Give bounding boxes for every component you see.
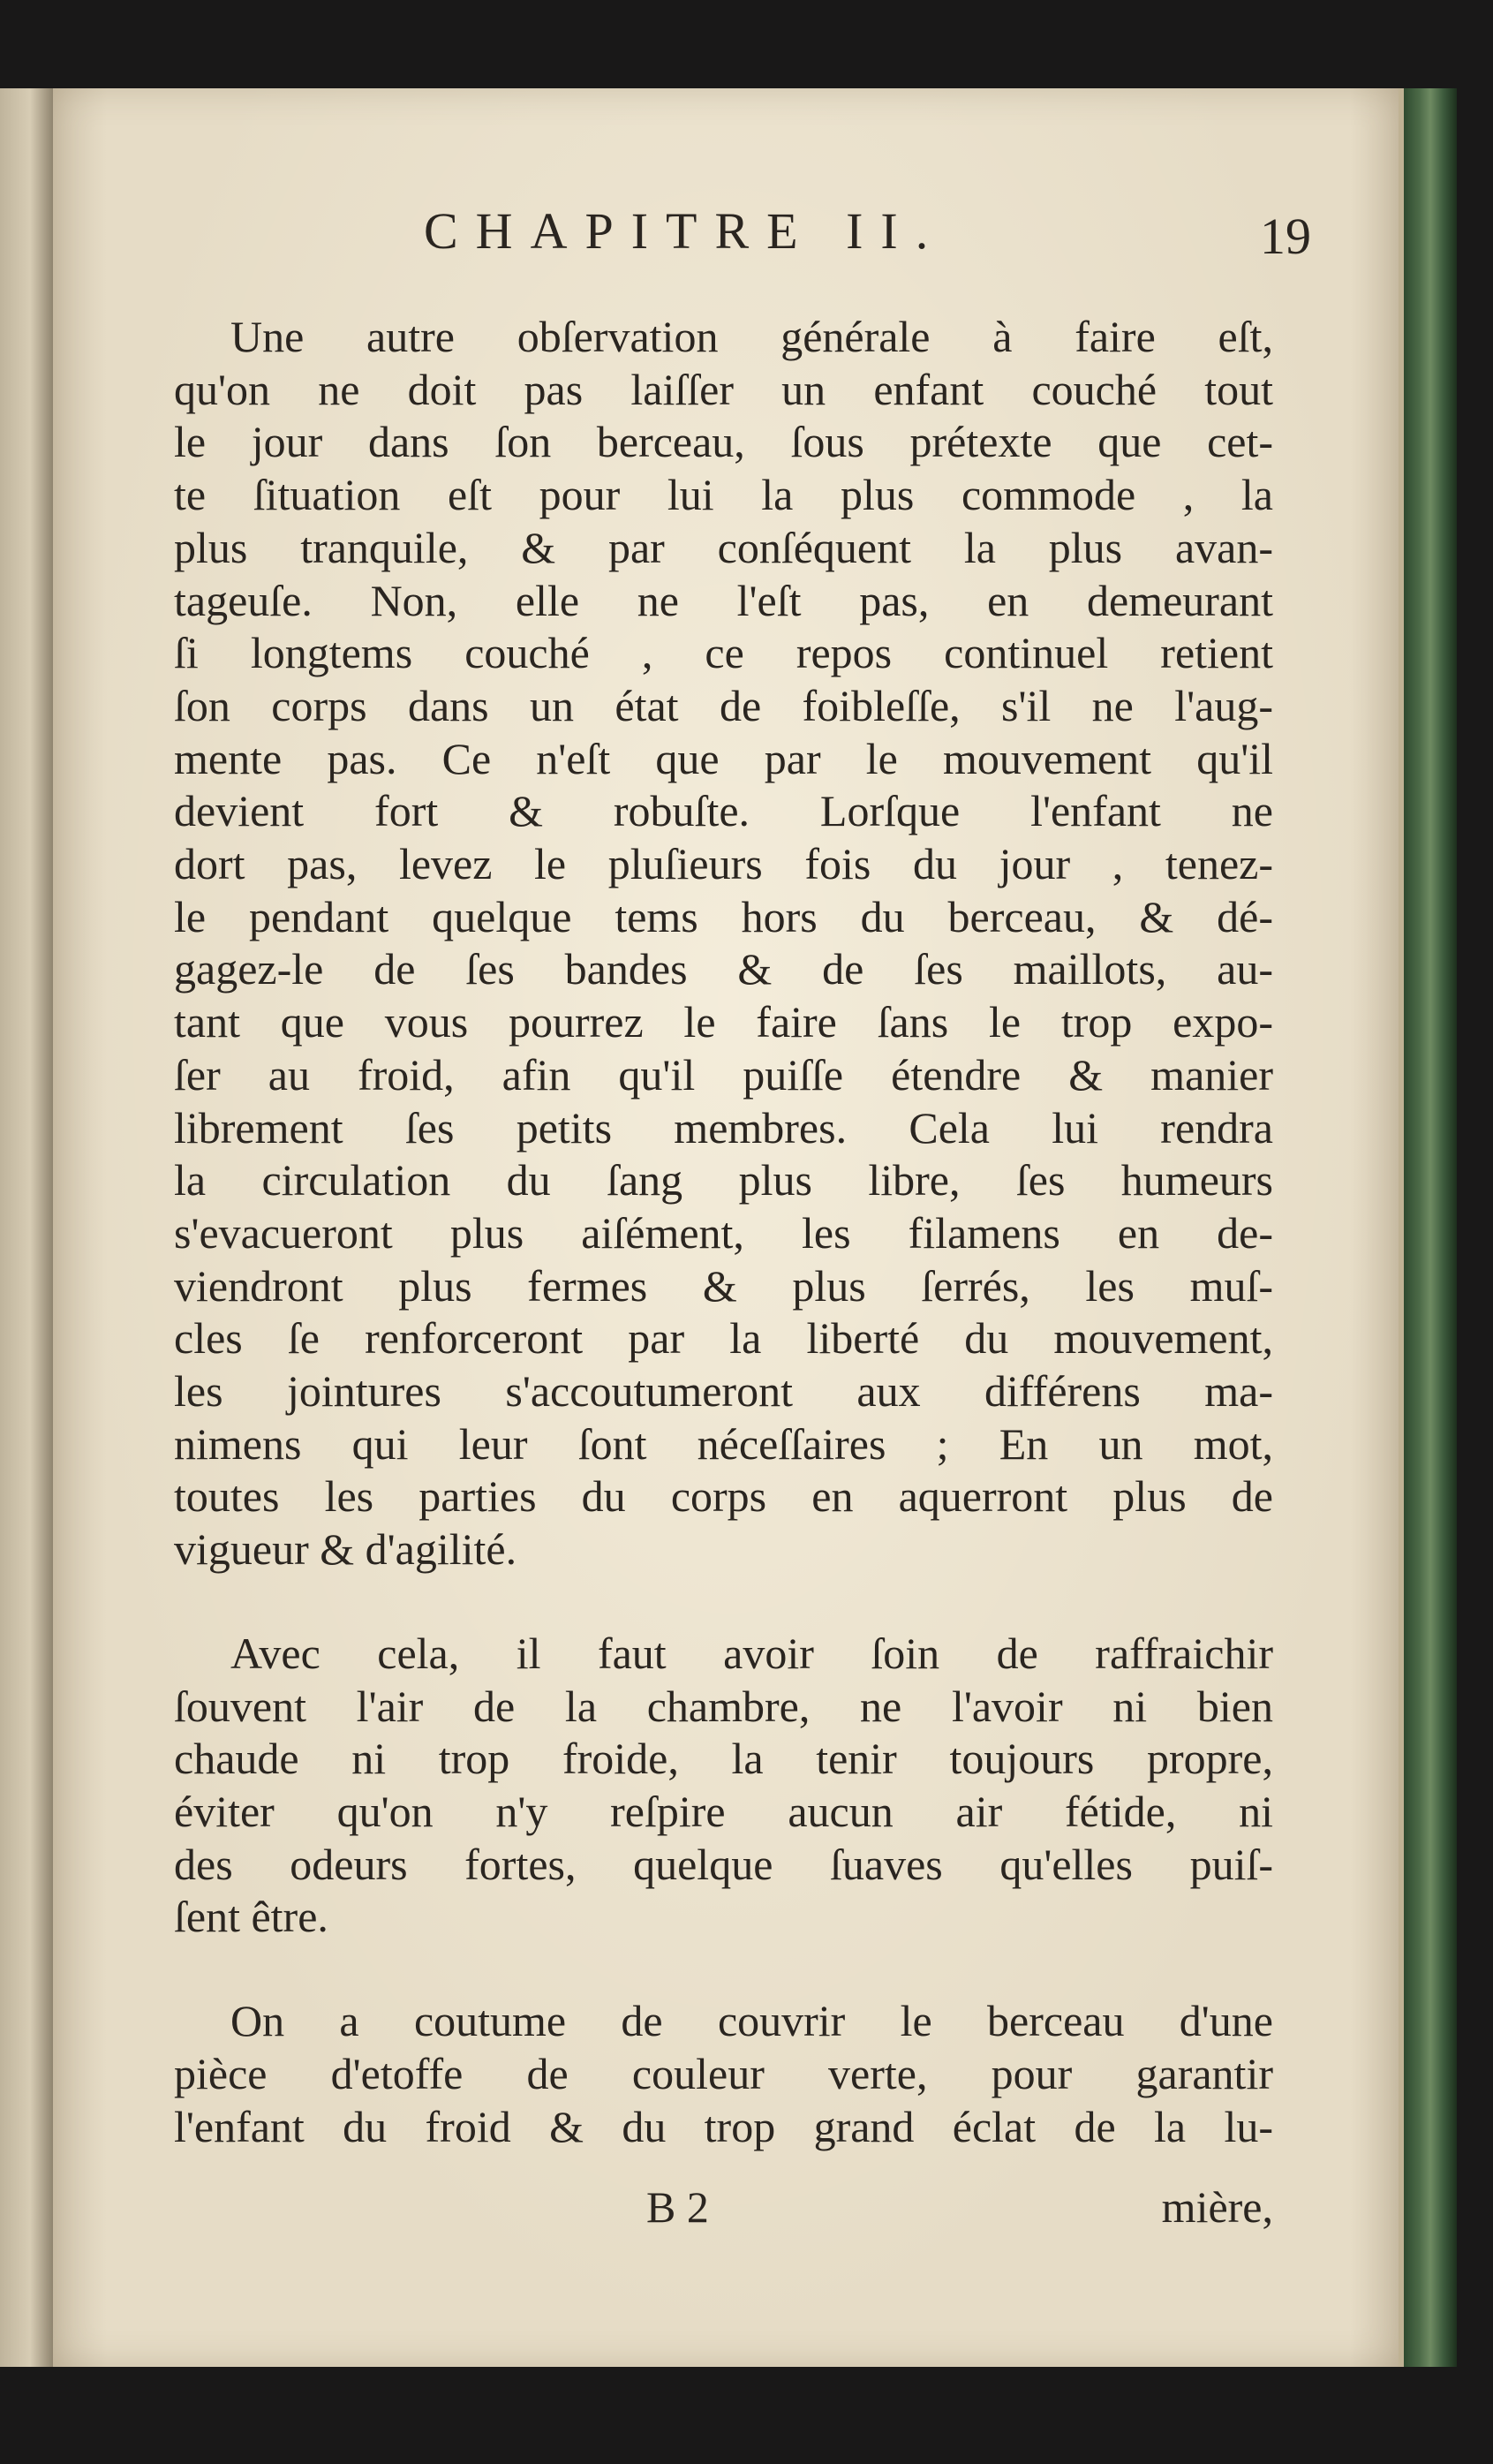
text-line: Une autre obſervation générale à faire eſt, bbox=[230, 312, 1273, 361]
text-line: qu'on ne doit pas laiſſer un enfant couché tout bbox=[174, 364, 1273, 414]
text-line: mente pas. Ce n'eſt que par le mouvement qu'il bbox=[174, 733, 1273, 783]
running-header bbox=[172, 201, 1311, 272]
text-line: les jointures s'accoutumeront aux différens ma- bbox=[174, 1366, 1273, 1417]
text-line: dort pas, levez le pluſieurs fois du jour , tenez- bbox=[174, 839, 1273, 889]
text-line: des odeurs fortes, quelque ſuaves qu'elles puiſ- bbox=[174, 1839, 1273, 1889]
page-body bbox=[174, 311, 1273, 2153]
text-line: la circulation du ſang plus libre, ſes humeurs bbox=[174, 1155, 1273, 1206]
page-footer bbox=[174, 2181, 1273, 2236]
paragraph-gap bbox=[174, 1576, 1273, 1628]
text-line: pièce d'etoffe de couleur verte, pour garantir bbox=[174, 2048, 1273, 2098]
text-line: tageuſe. Non, elle ne l'eſt pas, en demeurant bbox=[174, 575, 1273, 625]
text-line: toutes les parties du corps en aquerront plus de bbox=[174, 1471, 1273, 1522]
text-line: s'evacueront plus aiſément, les filamens en de- bbox=[174, 1207, 1273, 1258]
text-line: vigueur & d'agilité. bbox=[174, 1524, 517, 1575]
paragraph bbox=[174, 311, 1273, 1576]
text-line: le pendant quelque tems hors du berceau, & dé- bbox=[174, 891, 1273, 941]
text-line: ſer au froid, afin qu'il puiſſe étendre & manier bbox=[174, 1049, 1273, 1100]
text-line: éviter qu'on n'y reſpire aucun air fétide, ni bbox=[174, 1786, 1273, 1836]
facing-page-edge bbox=[0, 88, 55, 2367]
text-line: viendront plus fermes & plus ſerrés, les muſ- bbox=[174, 1260, 1273, 1311]
text-line: ſi longtems couché , ce repos continuel retient bbox=[174, 628, 1273, 678]
text-line: tant que vous pourrez le faire ſans le trop expo- bbox=[174, 997, 1273, 1047]
text-line: On a coutume de couvrir le berceau d'une bbox=[230, 1996, 1273, 2046]
green-cover-edge bbox=[1404, 88, 1457, 2367]
paragraph bbox=[174, 1995, 1273, 2153]
chapter-title: CHAPITRE II. bbox=[424, 202, 946, 260]
text-line: nimens qui leur ſont néceſſaires ; En un mot, bbox=[174, 1418, 1273, 1469]
paragraph bbox=[174, 1628, 1273, 1944]
text-line: cles ſe renforceront par la liberté du mouvement, bbox=[174, 1313, 1273, 1364]
text-line: l'enfant du froid & du trop grand éclat de la lu- bbox=[174, 2101, 1273, 2151]
text-line: te ſituation eſt pour lui la plus commode , la bbox=[174, 470, 1273, 520]
text-line: ſent être. bbox=[174, 1892, 328, 1942]
text-line: chaude ni trop froide, la tenir toujours propre, bbox=[174, 1734, 1273, 1784]
text-line: ſon corps dans un état de foibleſſe, s'il ne l'aug- bbox=[174, 680, 1273, 730]
text-line: devient fort & robuſte. Lorſque l'enfant ne bbox=[174, 786, 1273, 836]
text-line: ſouvent l'air de la chambre, ne l'avoir ni bien bbox=[174, 1681, 1273, 1731]
text-line: librement ſes petits membres. Cela lui rendra bbox=[174, 1102, 1273, 1153]
signature-mark: B 2 bbox=[646, 2182, 709, 2232]
text-line: plus tranquile, & par conſéquent la plus avan- bbox=[174, 522, 1273, 572]
text-line: gagez-le de ſes bandes & de ſes maillots, au- bbox=[174, 944, 1273, 994]
text-line: Avec cela, il faut avoir ſoin de raffraichir bbox=[230, 1628, 1273, 1678]
catchword: mière, bbox=[1161, 2182, 1273, 2232]
page-number: 19 bbox=[1260, 208, 1311, 265]
paragraph-gap bbox=[174, 1944, 1273, 1995]
text-line: le jour dans ſon berceau, ſous prétexte que cet- bbox=[174, 417, 1273, 467]
